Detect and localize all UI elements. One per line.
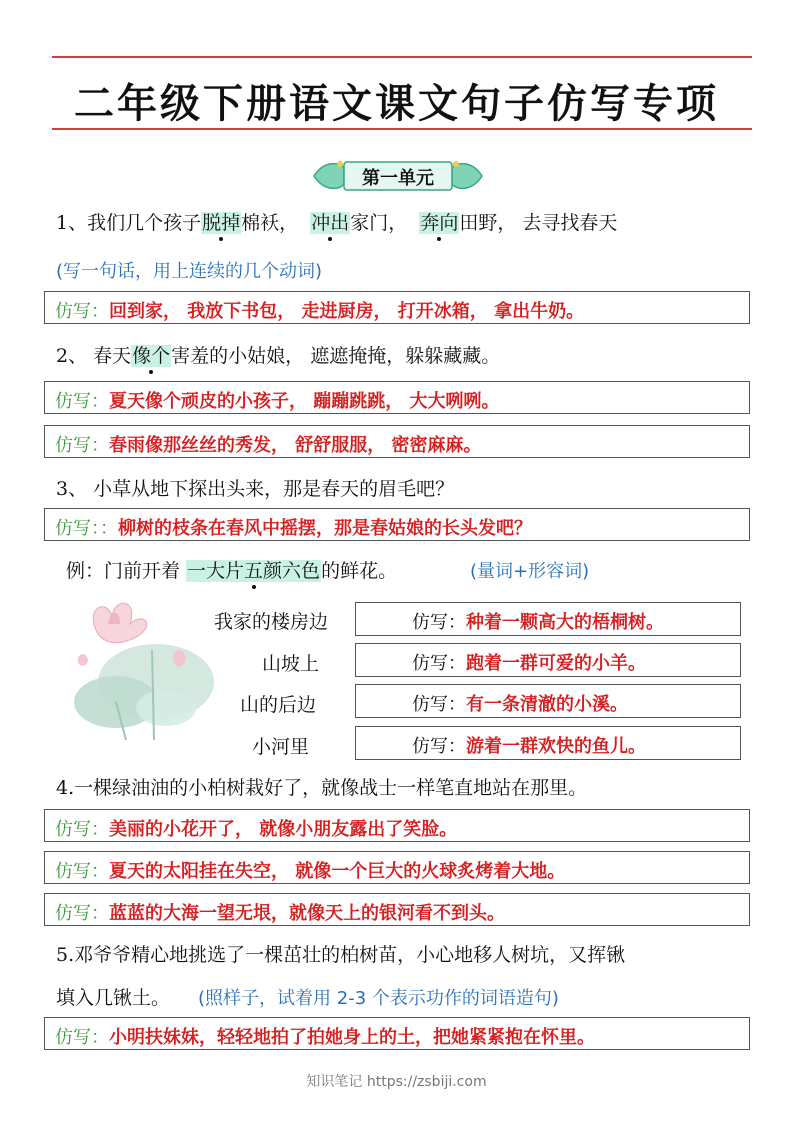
question-1: 1、我们几个孩子脱掉棉袄， 冲出家门， 奔向田野， 去寻找春天: [56, 212, 618, 234]
example-place: 山坡上: [262, 653, 320, 675]
example-place: 小河里: [252, 736, 310, 758]
unit-label: 第一单元: [362, 168, 434, 189]
question-5-line1: 5.邓爷爷精心地挑选了一棵茁壮的柏树苗，小心地移人树坑，又挥锹: [56, 944, 626, 966]
example-hint: (量词+形容词): [470, 561, 590, 582]
example-place: 山的后边: [240, 694, 317, 716]
lotus-illustration: [56, 590, 226, 750]
highlight-verb: 奔向: [420, 212, 459, 234]
example-sentence: 例：门前开着 一大片五颜六色的鲜花。: [66, 560, 398, 582]
example-place: 我家的楼房边: [214, 611, 329, 633]
question-1-hint: (写一句话，用上连续的几个动词): [56, 261, 323, 282]
highlight-word: 像个: [132, 345, 171, 367]
question-5-hint: (照样子，试着用 2-3 个表示功作的词语造句): [198, 988, 559, 1009]
footer-watermark: 知识笔记 https://zsbiji.com: [306, 1074, 487, 1090]
top-rule: [52, 56, 752, 58]
answer-box: 仿写：蓝蓝的大海一望无垠，就像天上的银河看不到头。: [44, 893, 750, 926]
highlight-verb: 脱掉: [202, 212, 241, 234]
answer-box: 仿写：春雨像那丝丝的秀发， 舒舒服服， 密密麻麻。: [44, 425, 750, 458]
page-title: 二年级下册语文课文句子仿写专项: [74, 80, 719, 127]
question-4: 4.一棵绿油油的小柏树栽好了，就像战士一样笔直地站在那里。: [56, 777, 588, 799]
unit-banner: [310, 156, 486, 196]
example-answer-box: 仿写：种着一颗高大的梧桐树。: [355, 602, 741, 636]
question-2: 2、 春天像个害羞的小姑娘， 遮遮掩掩，躲躲藏藏。: [56, 345, 501, 367]
highlight-verb: 冲出: [311, 212, 350, 234]
answer-box: 仿写：回到家， 我放下书包， 走进厨房， 打开冰箱， 拿出牛奶。: [44, 291, 750, 324]
example-answer-box: 仿写：跑着一群可爱的小羊。: [355, 643, 741, 677]
answer-box: 仿写：夏天像个顽皮的小孩子， 蹦蹦跳跳， 大大咧咧。: [44, 381, 750, 414]
bottom-rule: [52, 128, 752, 130]
highlight-phrase: 一大片五颜六色: [187, 560, 321, 582]
answer-box: 仿写：：柳树的枝条在春风中摇摆，那是春姑娘的长头发吧？: [44, 508, 750, 541]
answer-box: 仿写：小明扶妹妹，轻轻地拍了拍她身上的土，把她紧紧抱在怀里。: [44, 1017, 750, 1050]
question-5-line2: 填入几锹土。: [56, 987, 171, 1009]
question-3: 3、 小草从地下探出头来，那是春天的眉毛吧？: [56, 478, 455, 500]
example-answer-box: 仿写：游着一群欢快的鱼儿。: [355, 726, 741, 760]
answer-box: 仿写：美丽的小花开了， 就像小朋友露出了笑脸。: [44, 809, 750, 842]
example-answer-box: 仿写：有一条清澈的小溪。: [355, 684, 741, 718]
answer-box: 仿写：夏天的太阳挂在失空， 就像一个巨大的火球炙烤着大地。: [44, 851, 750, 884]
